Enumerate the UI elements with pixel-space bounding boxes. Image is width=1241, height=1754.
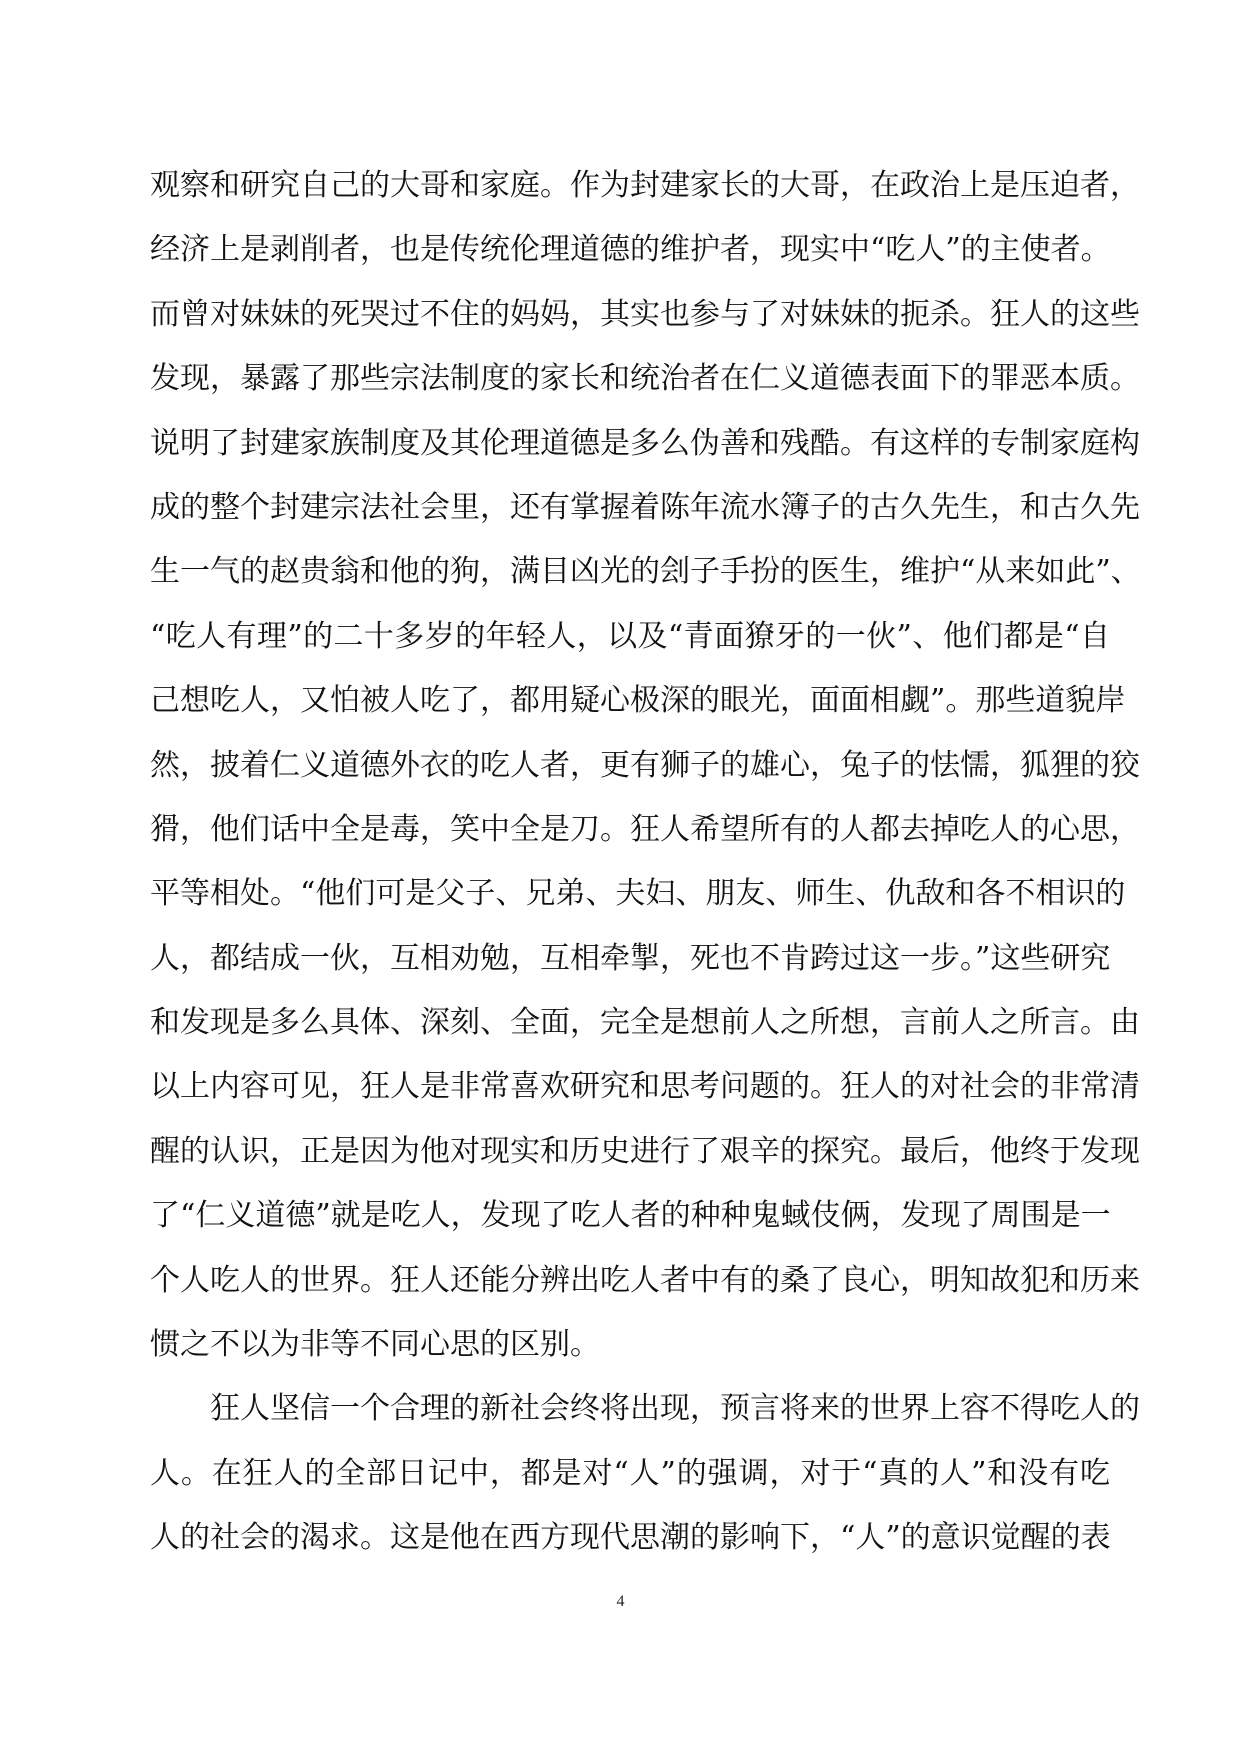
text-line: “吃人有理”的二十多岁的年轻人，以及“青面獠牙的一伙”、他们都是“自 — [150, 618, 1110, 654]
text-line: 观察和研究自己的大哥和家庭。作为封建家长的大哥，在政治上是压迫者， — [150, 168, 1140, 203]
text-line: 人。在狂人的全部日记中，都是对“人”的强调，对于“真的人”和没有吃 — [150, 1455, 1110, 1491]
text-line: 说明了封建家族制度及其伦理道德是多么伪善和残酷。有这样的专制家庭构 — [150, 425, 1140, 461]
text-line: 经济上是剥削者，也是传统伦理道德的维护者，现实中“吃人”的主使者。 — [150, 232, 1111, 268]
page-number: 4 — [616, 1593, 625, 1610]
text-line: 了“仁义道德”就是吃人，发现了吃人者的种种鬼蜮伎俩，发现了周围是一 — [150, 1198, 1111, 1234]
text-line: 成的整个封建宗法社会里，还有掌握着陈年流水簿子的古久先生，和古久先 — [150, 489, 1140, 525]
text-line: 惯之不以为非等不同心思的区别。 — [150, 1327, 600, 1363]
text-line: 生一气的赵贵翁和他的狗，满目凶光的刽子手扮的医生，维护“从来如此”、 — [150, 554, 1141, 590]
text-line: 醒的认识，正是因为他对现实和历史进行了艰辛的探究。最后，他终于发现 — [150, 1133, 1140, 1169]
text-line: 人，都结成一伙，互相劝勉，互相牵掣，死也不肯跨过这一步。”这些研究 — [150, 940, 1111, 976]
body-text — [150, 154, 1141, 1571]
text-line: 己想吃人，又怕被人吃了，都用疑心极深的眼光，面面相觑”。那些道貌岸 — [150, 683, 1126, 719]
text-line: 以上内容可见，狂人是非常喜欢研究和思考问题的。狂人的对社会的非常清 — [150, 1069, 1140, 1105]
text-line: 平等相处。“他们可是父子、兄弟、夫妇、朋友、师生、仇敌和各不相识的 — [150, 876, 1126, 912]
text-line: 猾，他们话中全是毒，笑中全是刀。狂人希望所有的人都去掉吃人的心思， — [150, 811, 1140, 847]
text-line: 人的社会的渴求。这是他在西方现代思潮的影响下，“人”的意识觉醒的表 — [150, 1520, 1111, 1556]
text-line: 狂人坚信一个合理的新社会终将出现，预言将来的世界上容不得吃人的 — [150, 1391, 1140, 1427]
text-line: 然，披着仁义道德外衣的吃人者，更有狮子的雄心，兔子的怯懦，狐狸的狡 — [150, 747, 1140, 783]
text-line: 而曾对妹妹的死哭过不住的妈妈，其实也参与了对妹妹的扼杀。狂人的这些 — [150, 296, 1140, 332]
text-line: 发现，暴露了那些宗法制度的家长和统治者在仁义道德表面下的罪恶本质。 — [150, 361, 1140, 397]
text-line: 个人吃人的世界。狂人还能分辨出吃人者中有的桑了良心，明知故犯和历来 — [150, 1262, 1140, 1298]
text-line: 和发现是多么具体、深刻、全面，完全是想前人之所想，言前人之所言。由 — [150, 1005, 1140, 1041]
